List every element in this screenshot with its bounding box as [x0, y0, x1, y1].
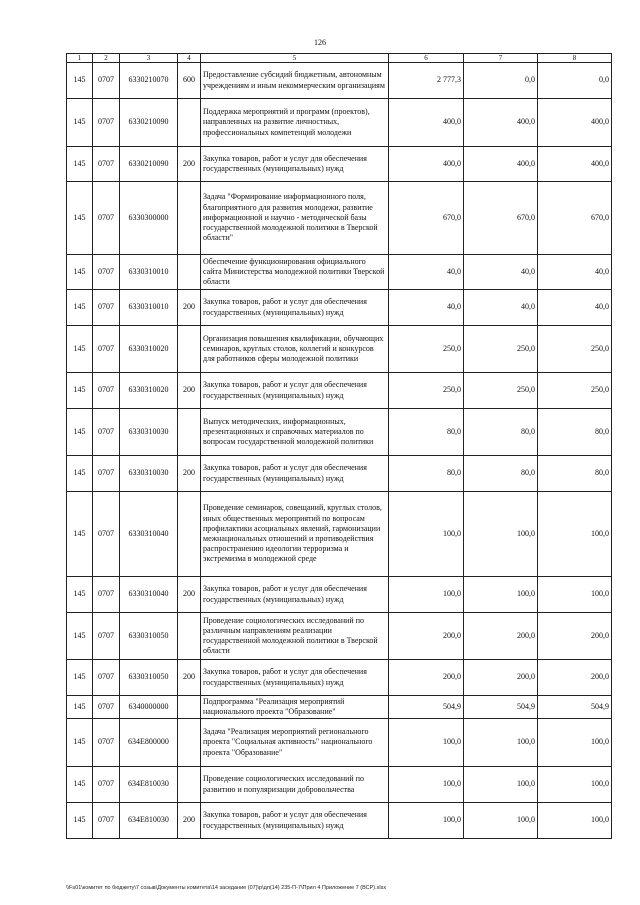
table-row	[67, 326, 612, 373]
row-description: Подпрограмма "Реализация мероприятий национального проекта "Образование"	[201, 696, 389, 719]
target-article-code: 634E810030	[120, 803, 178, 839]
row-description: Обеспечение функционирования официального сайта Министерства молодежной политики Тверской области	[201, 255, 389, 290]
amount-year-2: 400,0	[464, 99, 538, 147]
ministry-code: 145	[67, 719, 93, 767]
section-code: 0707	[93, 409, 120, 456]
amount-year-2: 40,0	[464, 290, 538, 326]
amount-year-3: 80,0	[538, 409, 612, 456]
ministry-code: 145	[67, 99, 93, 147]
section-code: 0707	[93, 719, 120, 767]
section-code: 0707	[93, 63, 120, 99]
row-description: Закупка товаров, работ и услуг для обеспечения государственных (муниципальных) нужд	[201, 456, 389, 492]
expense-type-code	[178, 255, 201, 290]
expense-type-code: 200	[178, 577, 201, 613]
table-row	[67, 147, 612, 182]
table-row	[67, 373, 612, 409]
amount-year-2: 250,0	[464, 326, 538, 373]
amount-year-1: 200,0	[389, 613, 464, 660]
row-description: Закупка товаров, работ и услуг для обеспечения государственных (муниципальных) нужд	[201, 147, 389, 182]
amount-year-1: 670,0	[389, 182, 464, 255]
column-number: 4	[178, 54, 201, 63]
target-article-code: 6330210090	[120, 99, 178, 147]
target-article-code: 6330310030	[120, 409, 178, 456]
row-description: Закупка товаров, работ и услуг для обеспечения государственных (муниципальных) нужд	[201, 577, 389, 613]
amount-year-1: 504,9	[389, 696, 464, 719]
ministry-code: 145	[67, 577, 93, 613]
section-code: 0707	[93, 660, 120, 696]
target-article-code: 6330310050	[120, 613, 178, 660]
target-article-code: 634E810030	[120, 767, 178, 803]
section-code: 0707	[93, 577, 120, 613]
target-article-code: 6330310030	[120, 456, 178, 492]
amount-year-2: 80,0	[464, 456, 538, 492]
amount-year-2: 100,0	[464, 803, 538, 839]
section-code: 0707	[93, 326, 120, 373]
ministry-code: 145	[67, 803, 93, 839]
amount-year-1: 100,0	[389, 719, 464, 767]
table-row	[67, 456, 612, 492]
section-code: 0707	[93, 456, 120, 492]
amount-year-3: 100,0	[538, 803, 612, 839]
section-code: 0707	[93, 182, 120, 255]
table-row	[67, 767, 612, 803]
section-code: 0707	[93, 803, 120, 839]
expense-type-code	[178, 99, 201, 147]
expense-type-code	[178, 182, 201, 255]
amount-year-2: 100,0	[464, 577, 538, 613]
expense-type-code: 200	[178, 456, 201, 492]
row-description: Организация повышения квалификации, обучающих семинаров, круглых столов, коллегий и конкурсов для работников сферы молодежной политики	[201, 326, 389, 373]
amount-year-1: 100,0	[389, 492, 464, 577]
amount-year-1: 40,0	[389, 255, 464, 290]
target-article-code: 6330310040	[120, 492, 178, 577]
amount-year-2: 100,0	[464, 719, 538, 767]
amount-year-3: 250,0	[538, 373, 612, 409]
row-description: Проведение социологических исследований по развитию и популяризации добровольчества	[201, 767, 389, 803]
amount-year-3: 100,0	[538, 492, 612, 577]
expense-type-code: 200	[178, 290, 201, 326]
amount-year-1: 250,0	[389, 373, 464, 409]
amount-year-3: 100,0	[538, 767, 612, 803]
ministry-code: 145	[67, 613, 93, 660]
table-row	[67, 660, 612, 696]
expense-type-code: 200	[178, 660, 201, 696]
column-number: 8	[538, 54, 612, 63]
amount-year-2: 80,0	[464, 409, 538, 456]
amount-year-1: 400,0	[389, 99, 464, 147]
amount-year-3: 200,0	[538, 660, 612, 696]
amount-year-2: 40,0	[464, 255, 538, 290]
file-path-footer: \\Fs01\комитет по бюджету\7 созыв\Документы комитета\14 заседание (07)\р\дп(14) 235-П-7\Прил 4 Приложение 7 (ВСР).xlsx	[66, 885, 387, 891]
section-code: 0707	[93, 290, 120, 326]
page-number: 126	[314, 38, 326, 47]
expense-type-code	[178, 409, 201, 456]
expense-type-code: 200	[178, 147, 201, 182]
amount-year-2: 670,0	[464, 182, 538, 255]
expense-type-code	[178, 719, 201, 767]
amount-year-2: 504,9	[464, 696, 538, 719]
expense-type-code: 200	[178, 803, 201, 839]
ministry-code: 145	[67, 660, 93, 696]
table-row	[67, 99, 612, 147]
column-number: 7	[464, 54, 538, 63]
expense-type-code	[178, 767, 201, 803]
amount-year-3: 100,0	[538, 719, 612, 767]
amount-year-1: 200,0	[389, 660, 464, 696]
ministry-code: 145	[67, 290, 93, 326]
amount-year-3: 40,0	[538, 255, 612, 290]
row-description: Поддержка мероприятий и программ (проектов), направленных на развитие личностных, профессиональных компетенций молодежи	[201, 99, 389, 147]
row-description: Задача "Формирование информационного поля, благоприятного для развития молодежи, развитие информационной и научно - методической базы государственной молодежной политики в Тверской области"	[201, 182, 389, 255]
ministry-code: 145	[67, 373, 93, 409]
table-row	[67, 409, 612, 456]
table-row	[67, 719, 612, 767]
amount-year-1: 40,0	[389, 290, 464, 326]
target-article-code: 634E800000	[120, 719, 178, 767]
target-article-code: 6330310040	[120, 577, 178, 613]
table-row	[67, 255, 612, 290]
amount-year-2: 250,0	[464, 373, 538, 409]
section-code: 0707	[93, 613, 120, 660]
row-description: Проведение социологических исследований по различным направлениям реализации государственной молодежной политики в Тверской области	[201, 613, 389, 660]
amount-year-3: 250,0	[538, 326, 612, 373]
ministry-code: 145	[67, 456, 93, 492]
amount-year-3: 400,0	[538, 99, 612, 147]
amount-year-3: 40,0	[538, 290, 612, 326]
row-description: Закупка товаров, работ и услуг для обеспечения государственных (муниципальных) нужд	[201, 660, 389, 696]
amount-year-2: 200,0	[464, 660, 538, 696]
column-number: 5	[201, 54, 389, 63]
target-article-code: 6330210090	[120, 147, 178, 182]
section-code: 0707	[93, 767, 120, 803]
target-article-code: 6330310050	[120, 660, 178, 696]
column-number-row	[67, 54, 612, 63]
target-article-code: 6330310010	[120, 290, 178, 326]
ministry-code: 145	[67, 492, 93, 577]
amount-year-3: 100,0	[538, 577, 612, 613]
amount-year-1: 80,0	[389, 409, 464, 456]
row-description: Проведение семинаров, совещаний, круглых столов, иных общественных мероприятий по вопросам профилактики асоциальных явлений, гармонизации межнациональных отношений и противодействия распространению идеологии терроризма и экстремизма в молодежной среде	[201, 492, 389, 577]
column-number: 1	[67, 54, 93, 63]
column-number: 2	[93, 54, 120, 63]
amount-year-3: 0,0	[538, 63, 612, 99]
table-row	[67, 577, 612, 613]
ministry-code: 145	[67, 696, 93, 719]
row-description: Закупка товаров, работ и услуг для обеспечения государственных (муниципальных) нужд	[201, 373, 389, 409]
budget-table	[66, 53, 612, 839]
amount-year-1: 2 777,3	[389, 63, 464, 99]
amount-year-3: 504,9	[538, 696, 612, 719]
amount-year-3: 400,0	[538, 147, 612, 182]
table-row	[67, 63, 612, 99]
ministry-code: 145	[67, 255, 93, 290]
section-code: 0707	[93, 99, 120, 147]
amount-year-3: 670,0	[538, 182, 612, 255]
amount-year-2: 0,0	[464, 63, 538, 99]
ministry-code: 145	[67, 767, 93, 803]
target-article-code: 6330210070	[120, 63, 178, 99]
row-description: Выпуск методических, информационных, презентационных и справочных материалов по вопросам государственной молодежной политики	[201, 409, 389, 456]
amount-year-2: 200,0	[464, 613, 538, 660]
ministry-code: 145	[67, 63, 93, 99]
section-code: 0707	[93, 696, 120, 719]
amount-year-1: 100,0	[389, 767, 464, 803]
expense-type-code	[178, 492, 201, 577]
ministry-code: 145	[67, 147, 93, 182]
expense-type-code: 600	[178, 63, 201, 99]
expense-type-code	[178, 613, 201, 660]
amount-year-2: 100,0	[464, 492, 538, 577]
amount-year-3: 80,0	[538, 456, 612, 492]
amount-year-2: 400,0	[464, 147, 538, 182]
section-code: 0707	[93, 373, 120, 409]
table-row	[67, 803, 612, 839]
amount-year-1: 400,0	[389, 147, 464, 182]
table-row	[67, 696, 612, 719]
table-row	[67, 290, 612, 326]
section-code: 0707	[93, 492, 120, 577]
amount-year-1: 100,0	[389, 803, 464, 839]
amount-year-1: 100,0	[389, 577, 464, 613]
target-article-code: 6330310020	[120, 326, 178, 373]
amount-year-1: 80,0	[389, 456, 464, 492]
row-description: Задача "Реализация мероприятий регионального проекта "Социальная активность" национального проекта "Образование"	[201, 719, 389, 767]
target-article-code: 6330310010	[120, 255, 178, 290]
amount-year-1: 250,0	[389, 326, 464, 373]
row-description: Предоставление субсидий бюджетным, автономным учреждениям и иным некоммерческим организациям	[201, 63, 389, 99]
row-description: Закупка товаров, работ и услуг для обеспечения государственных (муниципальных) нужд	[201, 803, 389, 839]
ministry-code: 145	[67, 409, 93, 456]
table-row	[67, 182, 612, 255]
section-code: 0707	[93, 147, 120, 182]
ministry-code: 145	[67, 182, 93, 255]
table-row	[67, 613, 612, 660]
column-number: 6	[389, 54, 464, 63]
expense-type-code: 200	[178, 373, 201, 409]
expense-type-code	[178, 696, 201, 719]
amount-year-3: 200,0	[538, 613, 612, 660]
amount-year-2: 100,0	[464, 767, 538, 803]
column-number: 3	[120, 54, 178, 63]
table-row	[67, 492, 612, 577]
row-description: Закупка товаров, работ и услуг для обеспечения государственных (муниципальных) нужд	[201, 290, 389, 326]
expense-type-code	[178, 326, 201, 373]
ministry-code: 145	[67, 326, 93, 373]
target-article-code: 6330310020	[120, 373, 178, 409]
section-code: 0707	[93, 255, 120, 290]
target-article-code: 6330300000	[120, 182, 178, 255]
target-article-code: 6340000000	[120, 696, 178, 719]
